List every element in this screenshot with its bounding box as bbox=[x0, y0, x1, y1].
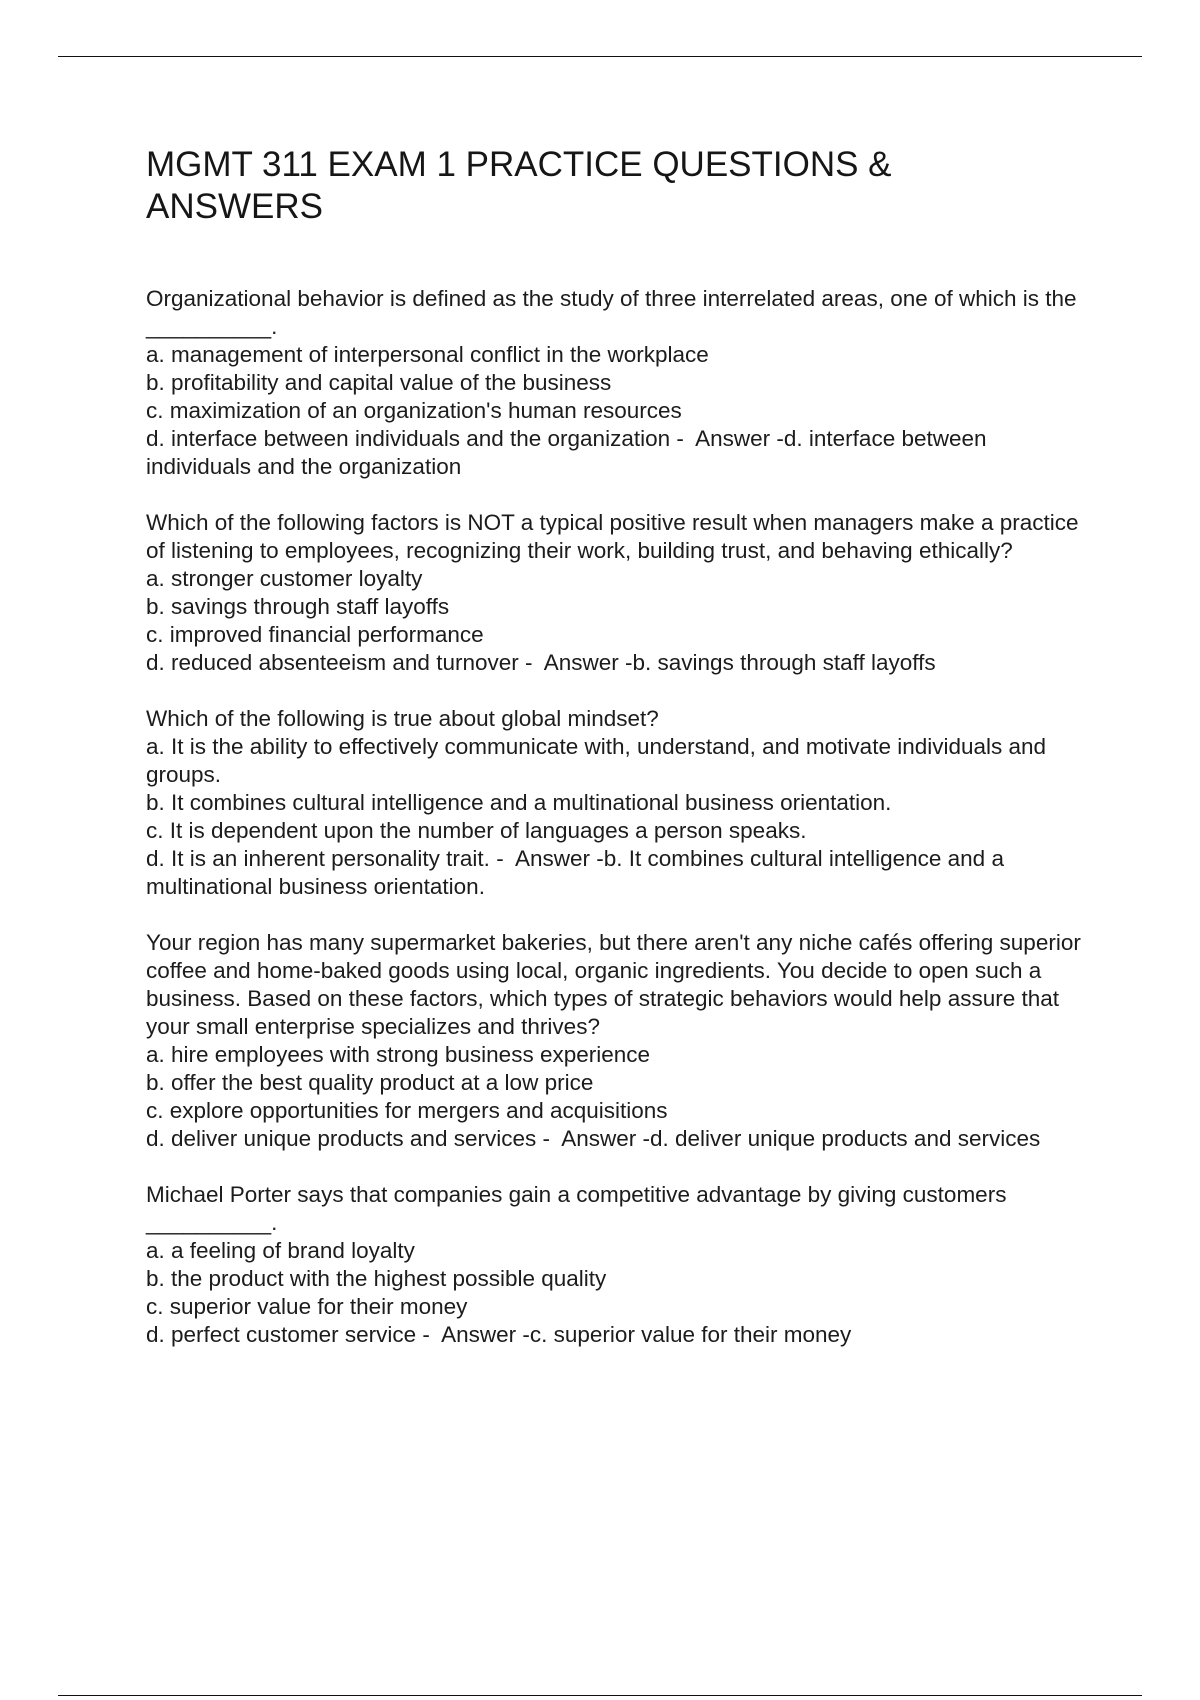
question-item bbox=[146, 929, 1096, 1153]
option-c: c. maximization of an organization's human resources bbox=[146, 398, 682, 423]
option-c: c. explore opportunities for mergers and acquisitions bbox=[146, 1098, 668, 1123]
option-d: d. It is an inherent personality trait. bbox=[146, 846, 490, 871]
option-c: c. improved financial performance bbox=[146, 622, 484, 647]
option-d: d. perfect customer service bbox=[146, 1322, 417, 1347]
option-d: d. interface between individuals and the organization bbox=[146, 426, 671, 451]
option-a: a. a feeling of brand loyalty bbox=[146, 1238, 415, 1263]
answer-separator: - bbox=[536, 1126, 562, 1151]
answer-separator: - bbox=[670, 426, 696, 451]
option-b: b. offer the best quality product at a low price bbox=[146, 1070, 594, 1095]
option-b: b. the product with the highest possible quality bbox=[146, 1266, 607, 1291]
option-d: d. reduced absenteeism and turnover bbox=[146, 650, 519, 675]
question-item bbox=[146, 509, 1096, 677]
option-b: b. It combines cultural intelligence and a multinational business orientation. bbox=[146, 790, 892, 815]
question-list bbox=[146, 285, 1096, 1377]
answer-separator: - bbox=[416, 1322, 442, 1347]
option-b: b. savings through staff layoffs bbox=[146, 594, 450, 619]
option-d-with-answer bbox=[146, 425, 1096, 481]
option-a: a. It is the ability to effectively communicate with, understand, and motivate individuals and groups. bbox=[146, 734, 1047, 787]
question-stem: Which of the following factors is NOT a typical positive result when managers make a practice of listening to employees, recognizing their work, building trust, and behaving ethically? bbox=[146, 510, 1079, 563]
option-b: b. profitability and capital value of the business bbox=[146, 370, 612, 395]
top-rule bbox=[58, 56, 1142, 57]
answer-text: Answer -b. It combines cultural intelligence and a multinational business orientation. bbox=[146, 846, 1004, 899]
option-d-with-answer bbox=[146, 649, 1096, 677]
option-d-with-answer bbox=[146, 1125, 1096, 1153]
question-item bbox=[146, 705, 1096, 901]
option-d-with-answer bbox=[146, 845, 1096, 901]
option-a: a. stronger customer loyalty bbox=[146, 566, 423, 591]
question-stem: Which of the following is true about global mindset? bbox=[146, 706, 659, 731]
answer-text: Answer -d. interface between individuals and the organization bbox=[146, 426, 987, 479]
question-item bbox=[146, 285, 1096, 481]
answer-separator: - bbox=[489, 846, 515, 871]
option-d-with-answer bbox=[146, 1321, 1096, 1349]
page-title: MGMT 311 EXAM 1 PRACTICE QUESTIONS & ANSWERS bbox=[146, 145, 892, 226]
option-a: a. hire employees with strong business experience bbox=[146, 1042, 651, 1067]
bottom-rule bbox=[58, 1695, 1142, 1696]
answer-text: Answer -d. deliver unique products and services bbox=[561, 1126, 1041, 1151]
question-item bbox=[146, 1181, 1096, 1349]
question-stem: Michael Porter says that companies gain a competitive advantage by giving customers __________. bbox=[146, 1182, 1007, 1235]
option-c: c. superior value for their money bbox=[146, 1294, 468, 1319]
answer-text: Answer -b. savings through staff layoffs bbox=[543, 650, 936, 675]
question-stem: Organizational behavior is defined as the study of three interrelated areas, one of which is the __________. bbox=[146, 286, 1077, 339]
question-stem: Your region has many supermarket bakeries, but there aren't any niche cafés offering superior coffee and home-baked goods using local, organic ingredients. You decide to open such a business. Based on these factors, which types of strategic behaviors would help assure that your small enterprise specializes and thrives? bbox=[146, 930, 1081, 1039]
option-d: d. deliver unique products and services bbox=[146, 1126, 537, 1151]
option-a: a. management of interpersonal conflict in the workplace bbox=[146, 342, 709, 367]
option-c: c. It is dependent upon the number of languages a person speaks. bbox=[146, 818, 807, 843]
answer-text: Answer -c. superior value for their money bbox=[441, 1322, 852, 1347]
answer-separator: - bbox=[518, 650, 544, 675]
